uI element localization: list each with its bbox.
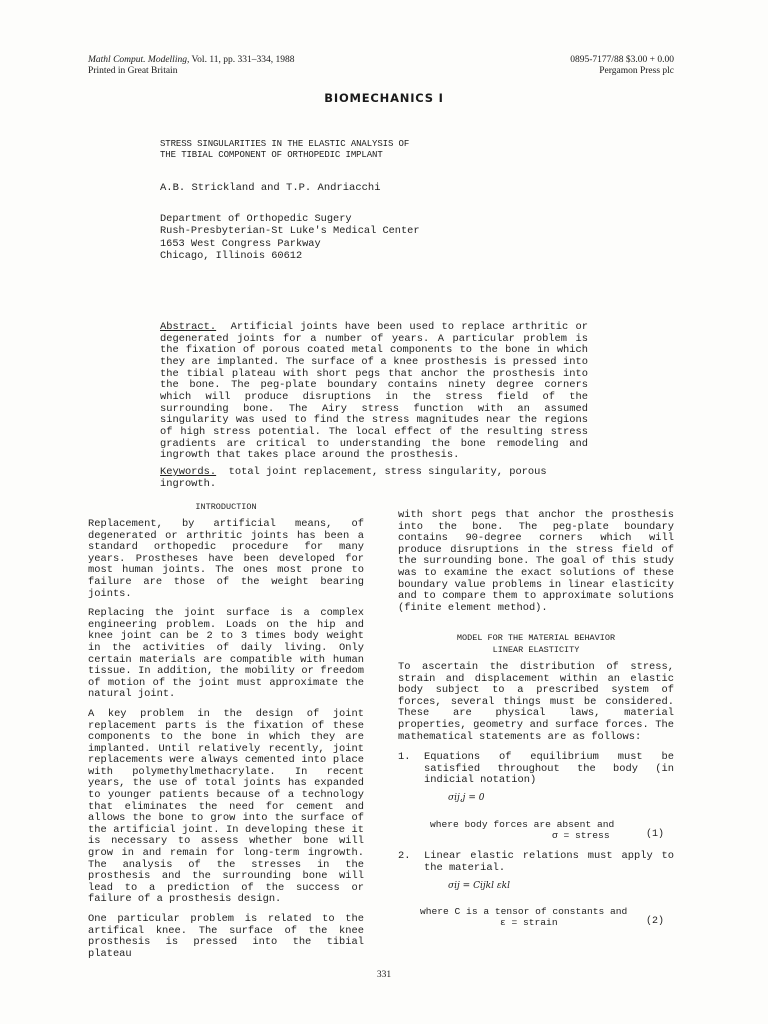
introduction-heading: INTRODUCTION (195, 502, 257, 512)
item-text: Equations of equilibrium must be satisfied throughout the body (in indicial notation) (424, 751, 674, 787)
model-heading (398, 633, 674, 656)
intro-paragraph: Replacing the joint surface is a complex engineering problem. Loads on the hip and knee joint can be 2 to 3 times body weight in the activities of daily living. Only certain materials are compatible with human tissue. In addition, the mobility or freedom of motion of the joint must approximate the natural joint. (88, 607, 364, 701)
page-number: 331 (376, 970, 392, 980)
item-number: 1. (398, 751, 411, 763)
abstract (160, 322, 588, 462)
model-intro: To ascertain the distribution of stress, strain and displacement within an elastic body subject to a prescribed system of forces, several things must be considered. These are physical laws, material properties, geometry and surface forces. The mathematical statements are as follows: (398, 661, 674, 743)
equation-note-symbol: σ = stress (552, 830, 610, 841)
printed-in: Printed in Great Britain (88, 66, 178, 76)
equation-note: where C is a tensor of constants and (420, 906, 628, 917)
equation-formula: σij,j = 0 (448, 793, 485, 803)
model-heading-line: MODEL FOR THE MATERIAL BEHAVIOR (456, 633, 616, 643)
journal-citation: Vol. 11, pp. 331–334, 1988 (191, 55, 295, 65)
section-title: BIOMECHANICS I (324, 91, 444, 105)
equation-note: where body forces are absent and (430, 819, 615, 830)
intro-paragraph: A key problem in the design of joint replacement parts is the fixation of these components to the bone in which they are implanted. Until relatively recently, joint replacements were always cemented into place with polymethylmethacrylate. In recent years, the use of total joints has expanded to younger patients because of a technology that eliminates the need for cement and allows the bone to grow into the surface of the artificial joint. In developing these it is necessary to assess whether bone will grow in and remain for long-term ingrowth. The analysis of the stresses in the prosthesis and the surrounding bone will lead to a prediction of the success or failure of a prosthesis design. (88, 707, 364, 906)
model-heading-line: LINEAR ELASTICITY (492, 644, 580, 655)
affiliation (160, 213, 420, 262)
journal-header (88, 55, 388, 77)
keywords (160, 467, 580, 490)
abstract-text: Artificial joints have been used to replace arthritic or degenerated joints for a number of years. A particular problem is the fixation of porous coated metal components to the bone in which they are implanted. The surface of a knee prosthesis is pressed into the tibial plateau with short pegs that anchor the prosthesis into the bone. The peg-plate boundary contains ninety degree corners which will produce disruptions in the stress field of the surrounding bone. The Airy stress function with an assumed singularity was used to find the stress magnitudes near the regions of high stress potential. The local effect of the resulting stress gradients are critical to understanding the bone remodeling and ingrowth that takes place around the prosthesis. (160, 321, 588, 462)
keywords-label: Keywords. (160, 466, 217, 478)
journal-name: Mathl Comput. Modelling, (88, 55, 190, 65)
abstract-label: Abstract. (160, 321, 217, 333)
affiliation-line: Department of Orthopedic Sugery (160, 213, 352, 225)
item-text: Linear elastic relations must apply to the material. (424, 850, 674, 874)
affiliation-line: Rush-Presbyterian-St Luke's Medical Center (160, 225, 420, 238)
intro-paragraph: One particular problem is related to the artifical knee. The surface of the knee prosthesis is pressed into the tibial plateau (88, 913, 364, 960)
keywords-text: total joint replacement, stress singularity, porous ingrowth. (160, 466, 547, 490)
affiliation-line: 1653 West Congress Parkway (160, 237, 321, 250)
affiliation-line: Chicago, Illinois 60612 (160, 249, 303, 262)
paper-title-line: THE TIBIAL COMPONENT OF ORTHOPEDIC IMPLANT (160, 150, 383, 160)
item-number: 2. (398, 850, 411, 862)
equation-label: (1) (646, 829, 665, 840)
right-column-continuation: with short pegs that anchor the prosthesis into the bone. The peg-plate boundary contains 90-degree corners which will produce disruptions in the stress field of the surrounding bone. The goal of this study was to examine the exact solutions of these boundary value problems in linear elasticity and to compare them to approximate solutions (finite element method). (398, 509, 674, 614)
paper-title-line: STRESS SINGULARITIES IN THE ELASTIC ANALYSIS OF (160, 139, 410, 149)
equation-label: (2) (646, 916, 665, 927)
equation-formula: σij = Cijkl εkl (448, 881, 510, 891)
publisher-header (470, 55, 674, 77)
issn-price: 0895-7177/88 $3.00 + 0.00 (570, 55, 674, 65)
publisher-name: Pergamon Press plc (599, 66, 674, 76)
equation-note-symbol: ε = strain (500, 917, 558, 928)
paper-title (160, 139, 409, 161)
paper-authors: A.B. Strickland and T.P. Andriacchi (160, 182, 381, 194)
left-column (88, 519, 364, 968)
intro-paragraph: Replacement, by artificial means, of degenerated or arthritic joints has been a standard orthopedic procedure for many years. Prostheses have been developed for most human joints. The ones most prone to failure are those of the weight bearing joints. (88, 518, 364, 600)
